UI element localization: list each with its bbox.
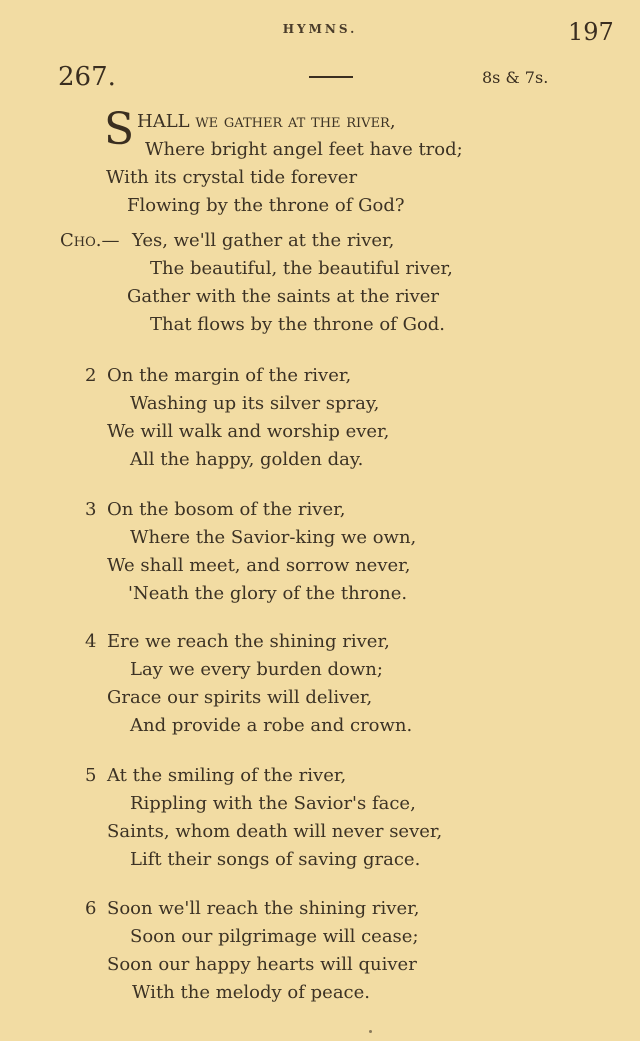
stanza-1-line-4: Flowing by the throne of God?: [127, 195, 405, 216]
hymn-number: 267.: [58, 62, 116, 92]
stanza-line: On the bosom of the river,: [107, 499, 346, 520]
stanza-line: All the happy, golden day.: [130, 449, 364, 470]
stanza-line: Where the Savior-king we own,: [130, 527, 417, 548]
stanza-line: Lay we every burden down;: [130, 659, 383, 680]
page-number: 197: [568, 18, 614, 46]
stanza-1-line-3: With its crystal tide forever: [106, 167, 358, 188]
stanza-line: Washing up its silver spray,: [130, 393, 380, 414]
running-head: HYMNS.: [282, 22, 358, 36]
stanza-number: 2: [85, 365, 97, 386]
stanza-line: Saints, whom death will never sever,: [107, 821, 443, 842]
page-speck: [369, 1030, 372, 1033]
stanza-line: Soon our pilgrimage will cease;: [130, 926, 419, 947]
title-rule: [309, 76, 353, 78]
chorus-line-3: Gather with the saints at the river: [127, 286, 440, 307]
stanza-number: 6: [85, 898, 97, 919]
stanza-1-line-2: Where bright angel feet have trod;: [145, 139, 463, 160]
chorus-line-1: Yes, we'll gather at the river,: [132, 230, 395, 251]
hymn-meter: 8s & 7s.: [482, 68, 549, 87]
stanza-line: And provide a robe and crown.: [130, 715, 413, 736]
stanza-line: Lift their songs of saving grace.: [130, 849, 421, 870]
stanza-line: Grace our spirits will deliver,: [107, 687, 373, 708]
stanza-line: Soon we'll reach the shining river,: [107, 898, 420, 919]
stanza-1-line-1: HALL we gather at the river,: [137, 111, 396, 132]
stanza-line: We will walk and worship ever,: [107, 421, 390, 442]
stanza-line: At the smiling of the river,: [107, 765, 347, 786]
chorus-line-4: That flows by the throne of God.: [150, 314, 446, 335]
stanza-line: Rippling with the Savior's face,: [130, 793, 416, 814]
stanza-line: 'Neath the glory of the throne.: [128, 583, 408, 604]
stanza-number: 4: [85, 631, 97, 652]
drop-cap: S: [104, 104, 135, 155]
chorus-line-2: The beautiful, the beautiful river,: [150, 258, 453, 279]
chorus-label: Cho.—: [60, 230, 120, 251]
stanza-number: 3: [85, 499, 97, 520]
stanza-line: On the margin of the river,: [107, 365, 352, 386]
stanza-line: Soon our happy hearts will quiver: [107, 954, 417, 975]
stanza-line: With the melody of peace.: [132, 982, 370, 1003]
stanza-line: We shall meet, and sorrow never,: [107, 555, 411, 576]
stanza-number: 5: [85, 765, 97, 786]
stanza-line: Ere we reach the shining river,: [107, 631, 390, 652]
